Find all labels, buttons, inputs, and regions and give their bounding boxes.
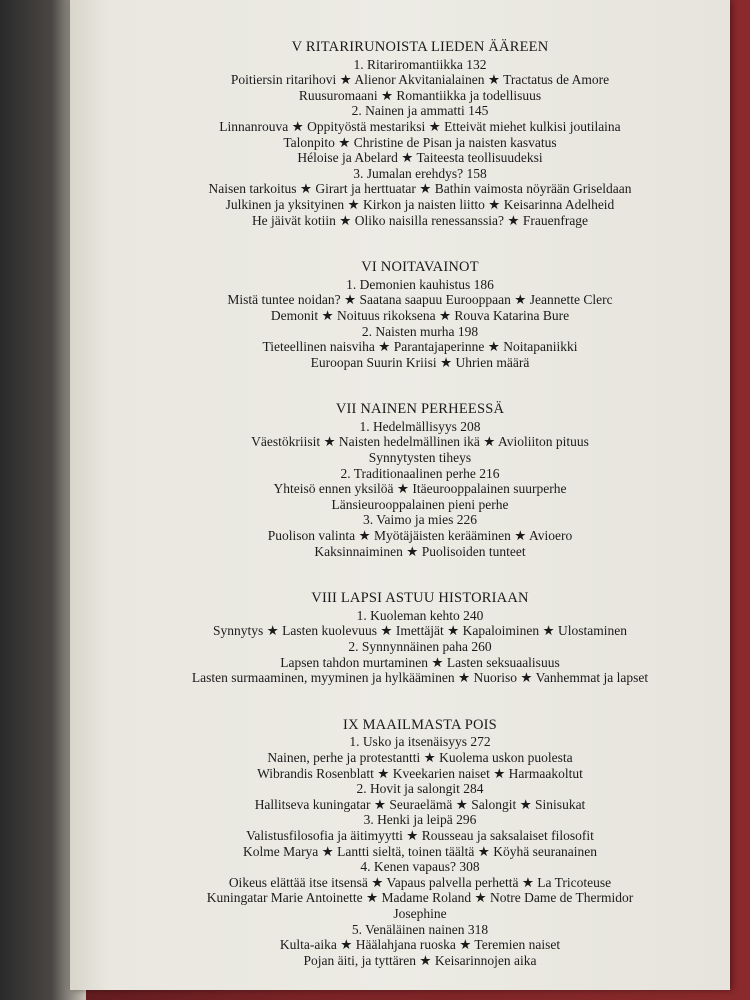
toc-line: Demonit ★ Noituus rikoksena ★ Rouva Katarina Bure [270, 307, 570, 323]
toc-line: Josephine [393, 905, 447, 921]
toc-line: Kaksinnaiminen ★ Puolisoiden tunteet [314, 543, 526, 559]
toc-line: 1. Ritariromantiikka 132 [353, 56, 487, 72]
book-page [70, 0, 730, 990]
toc-line: 3. Vaimo ja mies 226 [362, 512, 478, 528]
toc-line: 5. Venäläinen nainen 318 [351, 921, 489, 937]
toc-line: Kuningatar Marie Antoinette ★ Madame Roland ★ Notre Dame de Thermidor [206, 890, 634, 906]
toc-line: Poitiersin ritarihovi ★ Alienor Akvitanialainen ★ Tractatus de Amore [230, 72, 610, 88]
chapter-title: VII NAINEN PERHEESSÄ [335, 401, 505, 418]
toc-line: Hallitseva kuningatar ★ Seuraelämä ★ Salongit ★ Sinisukat [254, 796, 586, 812]
toc-line: Oikeus elättää itse itsensä ★ Vapaus palvella perhettä ★ La Tricoteuse [228, 874, 612, 890]
toc-line: Yhteisö ennen yksilöä ★ Itäeurooppalainen suurperhe [273, 481, 567, 497]
chapter-block [140, 718, 700, 969]
toc-line: Väestökriisit ★ Naisten hedelmällinen ikä ★ Avioliiton pituus [251, 434, 589, 450]
toc-line: Puolison valinta ★ Myötäjäisten kerääminen ★ Avioero [267, 528, 573, 544]
toc-line: Kulta-aika ★ Häälahjana ruoska ★ Teremien naiset [279, 937, 561, 953]
toc-line: 1. Kuoleman kehto 240 [356, 607, 484, 623]
chapter-block [140, 40, 700, 228]
toc-line: Valistusfilosofia ja äitimyytti ★ Rousseau ja saksalaiset filosofit [246, 827, 594, 843]
chapter-title: VI NOITAVAINOT [361, 259, 479, 276]
toc-line: 2. Traditionaalinen perhe 216 [340, 465, 500, 481]
toc-line: 2. Hovit ja salongit 284 [356, 781, 484, 797]
chapter-block [140, 402, 700, 559]
toc-line: 4. Kenen vapaus? 308 [360, 859, 480, 875]
toc-line: He jäivät kotiin ★ Oliko naisilla renessanssia? ★ Frauenfrage [251, 212, 589, 228]
toc-line: Julkinen ja yksityinen ★ Kirkon ja naisten liitto ★ Keisarinna Adelheid [225, 196, 615, 212]
toc-line: Héloise ja Abelard ★ Taiteesta teollisuudeksi [297, 150, 543, 166]
toc-line: Synnytysten tiheys [368, 450, 472, 466]
toc-line: Ruusuromaani ★ Romantiikka ja todellisuus [298, 87, 542, 103]
toc-line: Länsieurooppalainen pieni perhe [331, 496, 509, 512]
toc-line: Mistä tuntee noidan? ★ Saatana saapuu Eurooppaan ★ Jeannette Clerc [227, 292, 613, 308]
chapter-block [140, 260, 700, 370]
toc-line: 2. Synnynnäinen paha 260 [348, 639, 492, 654]
toc-line: Talonpito ★ Christine de Pisan ja naisten kasvatus [283, 134, 557, 150]
chapter-block [140, 591, 700, 686]
table-of-contents [140, 40, 700, 1000]
toc-line: Wibrandis Rosenblatt ★ Kveekarien naiset ★ Harmaakoltut [257, 765, 583, 781]
chapter-title: V RITARIRUNOISTA LIEDEN ÄÄREEN [291, 39, 549, 55]
toc-line: 1. Demonien kauhistus 186 [346, 276, 494, 292]
toc-line: Pojan äiti, ja tyttären ★ Keisarinnojen aika [303, 952, 537, 968]
toc-line: 1. Usko ja itsenäisyys 272 [349, 734, 491, 750]
toc-line: Euroopan Suurin Kriisi ★ Uhrien määrä [310, 354, 530, 370]
toc-line: Kolme Marya ★ Lantti sieltä, toinen täältä ★ Köyhä seuranainen [242, 843, 598, 859]
toc-line: Nainen, perhe ja protestantti ★ Kuolema uskon puolesta [267, 749, 573, 765]
toc-line: Synnytys ★ Lasten kuolevuus ★ Imettäjät ★ Kapaloiminen ★ Ulostaminen [213, 623, 627, 639]
chapter-title: IX MAAILMASTA POIS [343, 716, 497, 733]
toc-line: Naisen tarkoitus ★ Girart ja herttuatar ★ Bathin vaimosta nöyrään Griseldaan [208, 181, 632, 197]
toc-line: 3. Henki ja leipä 296 [363, 812, 477, 828]
toc-line: 2. Nainen ja ammatti 145 [351, 103, 489, 119]
toc-line: Linnanrouva ★ Oppityöstä mestariksi ★ Etteivät miehet kulkisi joutilaina [219, 118, 621, 134]
toc-line: Tieteellinen naisviha ★ Parantajaperinne ★ Noitapaniikki [262, 339, 578, 355]
toc-line: Lapsen tahdon murtaminen ★ Lasten seksuaalisuus [280, 654, 560, 670]
chapter-title: VIII LAPSI ASTUU HISTORIAAN [311, 590, 529, 607]
toc-line: Lasten surmaaminen, myyminen ja hylkääminen ★ Nuoriso ★ Vanhemmat ja lapset [191, 670, 649, 686]
toc-line: 1. Hedelmällisyys 208 [359, 418, 481, 434]
toc-line: 3. Jumalan erehdys? 158 [353, 165, 487, 181]
toc-line: 2. Naisten murha 198 [361, 323, 479, 339]
